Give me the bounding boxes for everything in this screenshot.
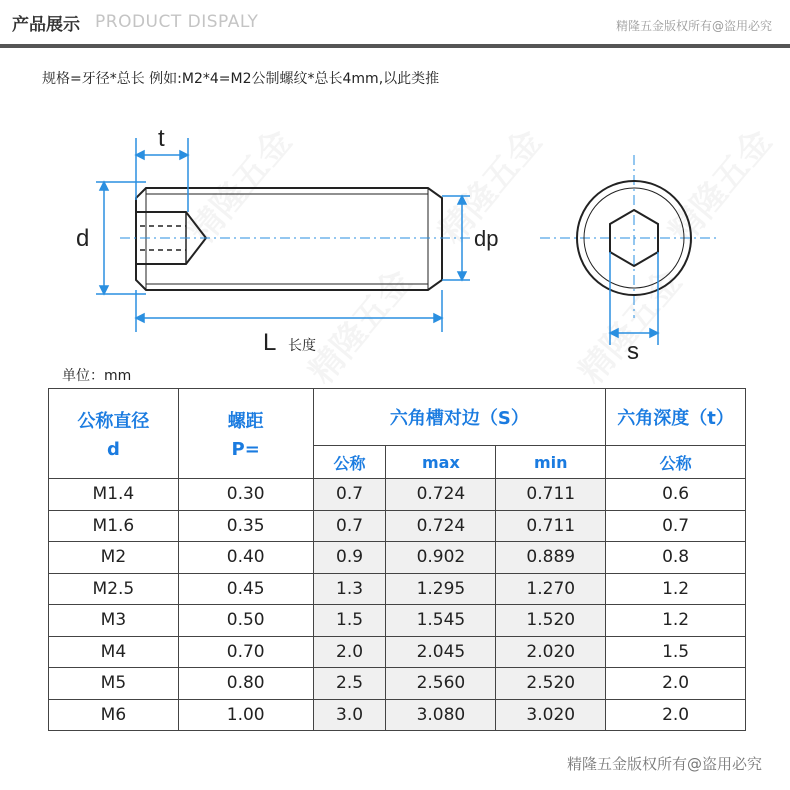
dimension-L bbox=[136, 290, 442, 332]
cell-pitch: 0.80 bbox=[178, 668, 313, 700]
screw-drawing bbox=[0, 110, 790, 370]
table-row bbox=[49, 479, 746, 511]
footer-copyright: 精隆五金版权所有@盗用必究 bbox=[566, 755, 762, 773]
cell-socket-nominal: 0.7 bbox=[313, 479, 386, 511]
table-row bbox=[49, 542, 746, 574]
cell-depth-nominal: 1.2 bbox=[606, 605, 746, 637]
cell-socket-max: 0.902 bbox=[386, 542, 496, 574]
table-row bbox=[49, 510, 746, 542]
cell-socket-max: 2.045 bbox=[386, 636, 496, 668]
header-hex-socket: 六角槽对边（S） bbox=[313, 389, 606, 446]
cell-socket-nominal: 3.0 bbox=[313, 699, 386, 731]
table-row bbox=[49, 668, 746, 700]
label-s: s bbox=[627, 338, 639, 365]
cell-pitch: 0.40 bbox=[178, 542, 313, 574]
label-length: 长度 bbox=[288, 338, 316, 354]
cell-socket-nominal: 1.5 bbox=[313, 605, 386, 637]
table-row bbox=[49, 605, 746, 637]
header-sub-nominal: 公称 bbox=[313, 446, 386, 479]
table-row bbox=[49, 699, 746, 731]
cell-socket-nominal: 0.7 bbox=[313, 510, 386, 542]
header-title: 产品展示 bbox=[12, 15, 80, 35]
header-pitch: 螺距 P= bbox=[178, 389, 313, 479]
spec-table-body bbox=[49, 479, 746, 731]
cell-socket-nominal: 2.5 bbox=[313, 668, 386, 700]
spec-note: 规格=牙径*总长 例如:M2*4=M2公制螺纹*总长4mm,以此类推 bbox=[42, 71, 440, 87]
cell-nominal-diameter: M1.4 bbox=[49, 479, 179, 511]
cell-pitch: 0.30 bbox=[178, 479, 313, 511]
cell-socket-min: 1.270 bbox=[496, 573, 606, 605]
cell-pitch: 0.45 bbox=[178, 573, 313, 605]
cell-pitch: 0.50 bbox=[178, 605, 313, 637]
cell-nominal-diameter: M6 bbox=[49, 699, 179, 731]
cell-socket-nominal: 1.3 bbox=[313, 573, 386, 605]
label-t: t bbox=[158, 125, 165, 152]
cell-socket-min: 0.711 bbox=[496, 510, 606, 542]
table-row bbox=[49, 636, 746, 668]
page-header bbox=[0, 0, 790, 44]
cell-nominal-diameter: M5 bbox=[49, 668, 179, 700]
cell-socket-max: 1.545 bbox=[386, 605, 496, 637]
cell-socket-min: 2.520 bbox=[496, 668, 606, 700]
cell-socket-nominal: 0.9 bbox=[313, 542, 386, 574]
cell-socket-min: 3.020 bbox=[496, 699, 606, 731]
header-sub-depth-nominal: 公称 bbox=[606, 446, 746, 479]
cell-socket-max: 0.724 bbox=[386, 479, 496, 511]
cell-socket-max: 1.295 bbox=[386, 573, 496, 605]
header-sub-max: max bbox=[386, 446, 496, 479]
label-L: L bbox=[263, 329, 277, 356]
cell-socket-min: 0.889 bbox=[496, 542, 606, 574]
cell-depth-nominal: 1.2 bbox=[606, 573, 746, 605]
cell-pitch: 1.00 bbox=[178, 699, 313, 731]
cell-pitch: 0.70 bbox=[178, 636, 313, 668]
cell-socket-nominal: 2.0 bbox=[313, 636, 386, 668]
center-lines bbox=[120, 155, 718, 318]
cell-nominal-diameter: M4 bbox=[49, 636, 179, 668]
table-row bbox=[49, 573, 746, 605]
cell-nominal-diameter: M2 bbox=[49, 542, 179, 574]
cell-socket-max: 3.080 bbox=[386, 699, 496, 731]
cell-depth-nominal: 2.0 bbox=[606, 699, 746, 731]
cell-socket-max: 0.724 bbox=[386, 510, 496, 542]
cell-socket-min: 2.020 bbox=[496, 636, 606, 668]
cell-depth-nominal: 2.0 bbox=[606, 668, 746, 700]
cell-nominal-diameter: M2.5 bbox=[49, 573, 179, 605]
header-copyright: 精隆五金版权所有@盗用必究 bbox=[615, 19, 772, 33]
label-d: d bbox=[76, 225, 90, 252]
header-sub-min: min bbox=[496, 446, 606, 479]
header-hex-depth: 六角深度（t） bbox=[606, 389, 746, 446]
screw-side-view bbox=[136, 188, 442, 290]
cell-nominal-diameter: M3 bbox=[49, 605, 179, 637]
cell-socket-min: 1.520 bbox=[496, 605, 606, 637]
cell-depth-nominal: 0.8 bbox=[606, 542, 746, 574]
cell-nominal-diameter: M1.6 bbox=[49, 510, 179, 542]
spec-table bbox=[48, 388, 746, 731]
cell-pitch: 0.35 bbox=[178, 510, 313, 542]
cell-socket-max: 2.560 bbox=[386, 668, 496, 700]
header-subtitle: PRODUCT DISPALY bbox=[95, 12, 259, 32]
header-divider bbox=[0, 44, 790, 48]
cell-depth-nominal: 0.7 bbox=[606, 510, 746, 542]
header-nominal-diameter: 公称直径 d bbox=[49, 389, 179, 479]
cell-depth-nominal: 0.6 bbox=[606, 479, 746, 511]
label-dp: dp bbox=[474, 226, 499, 251]
cell-depth-nominal: 1.5 bbox=[606, 636, 746, 668]
cell-socket-min: 0.711 bbox=[496, 479, 606, 511]
unit-label: 单位：mm bbox=[62, 368, 132, 384]
